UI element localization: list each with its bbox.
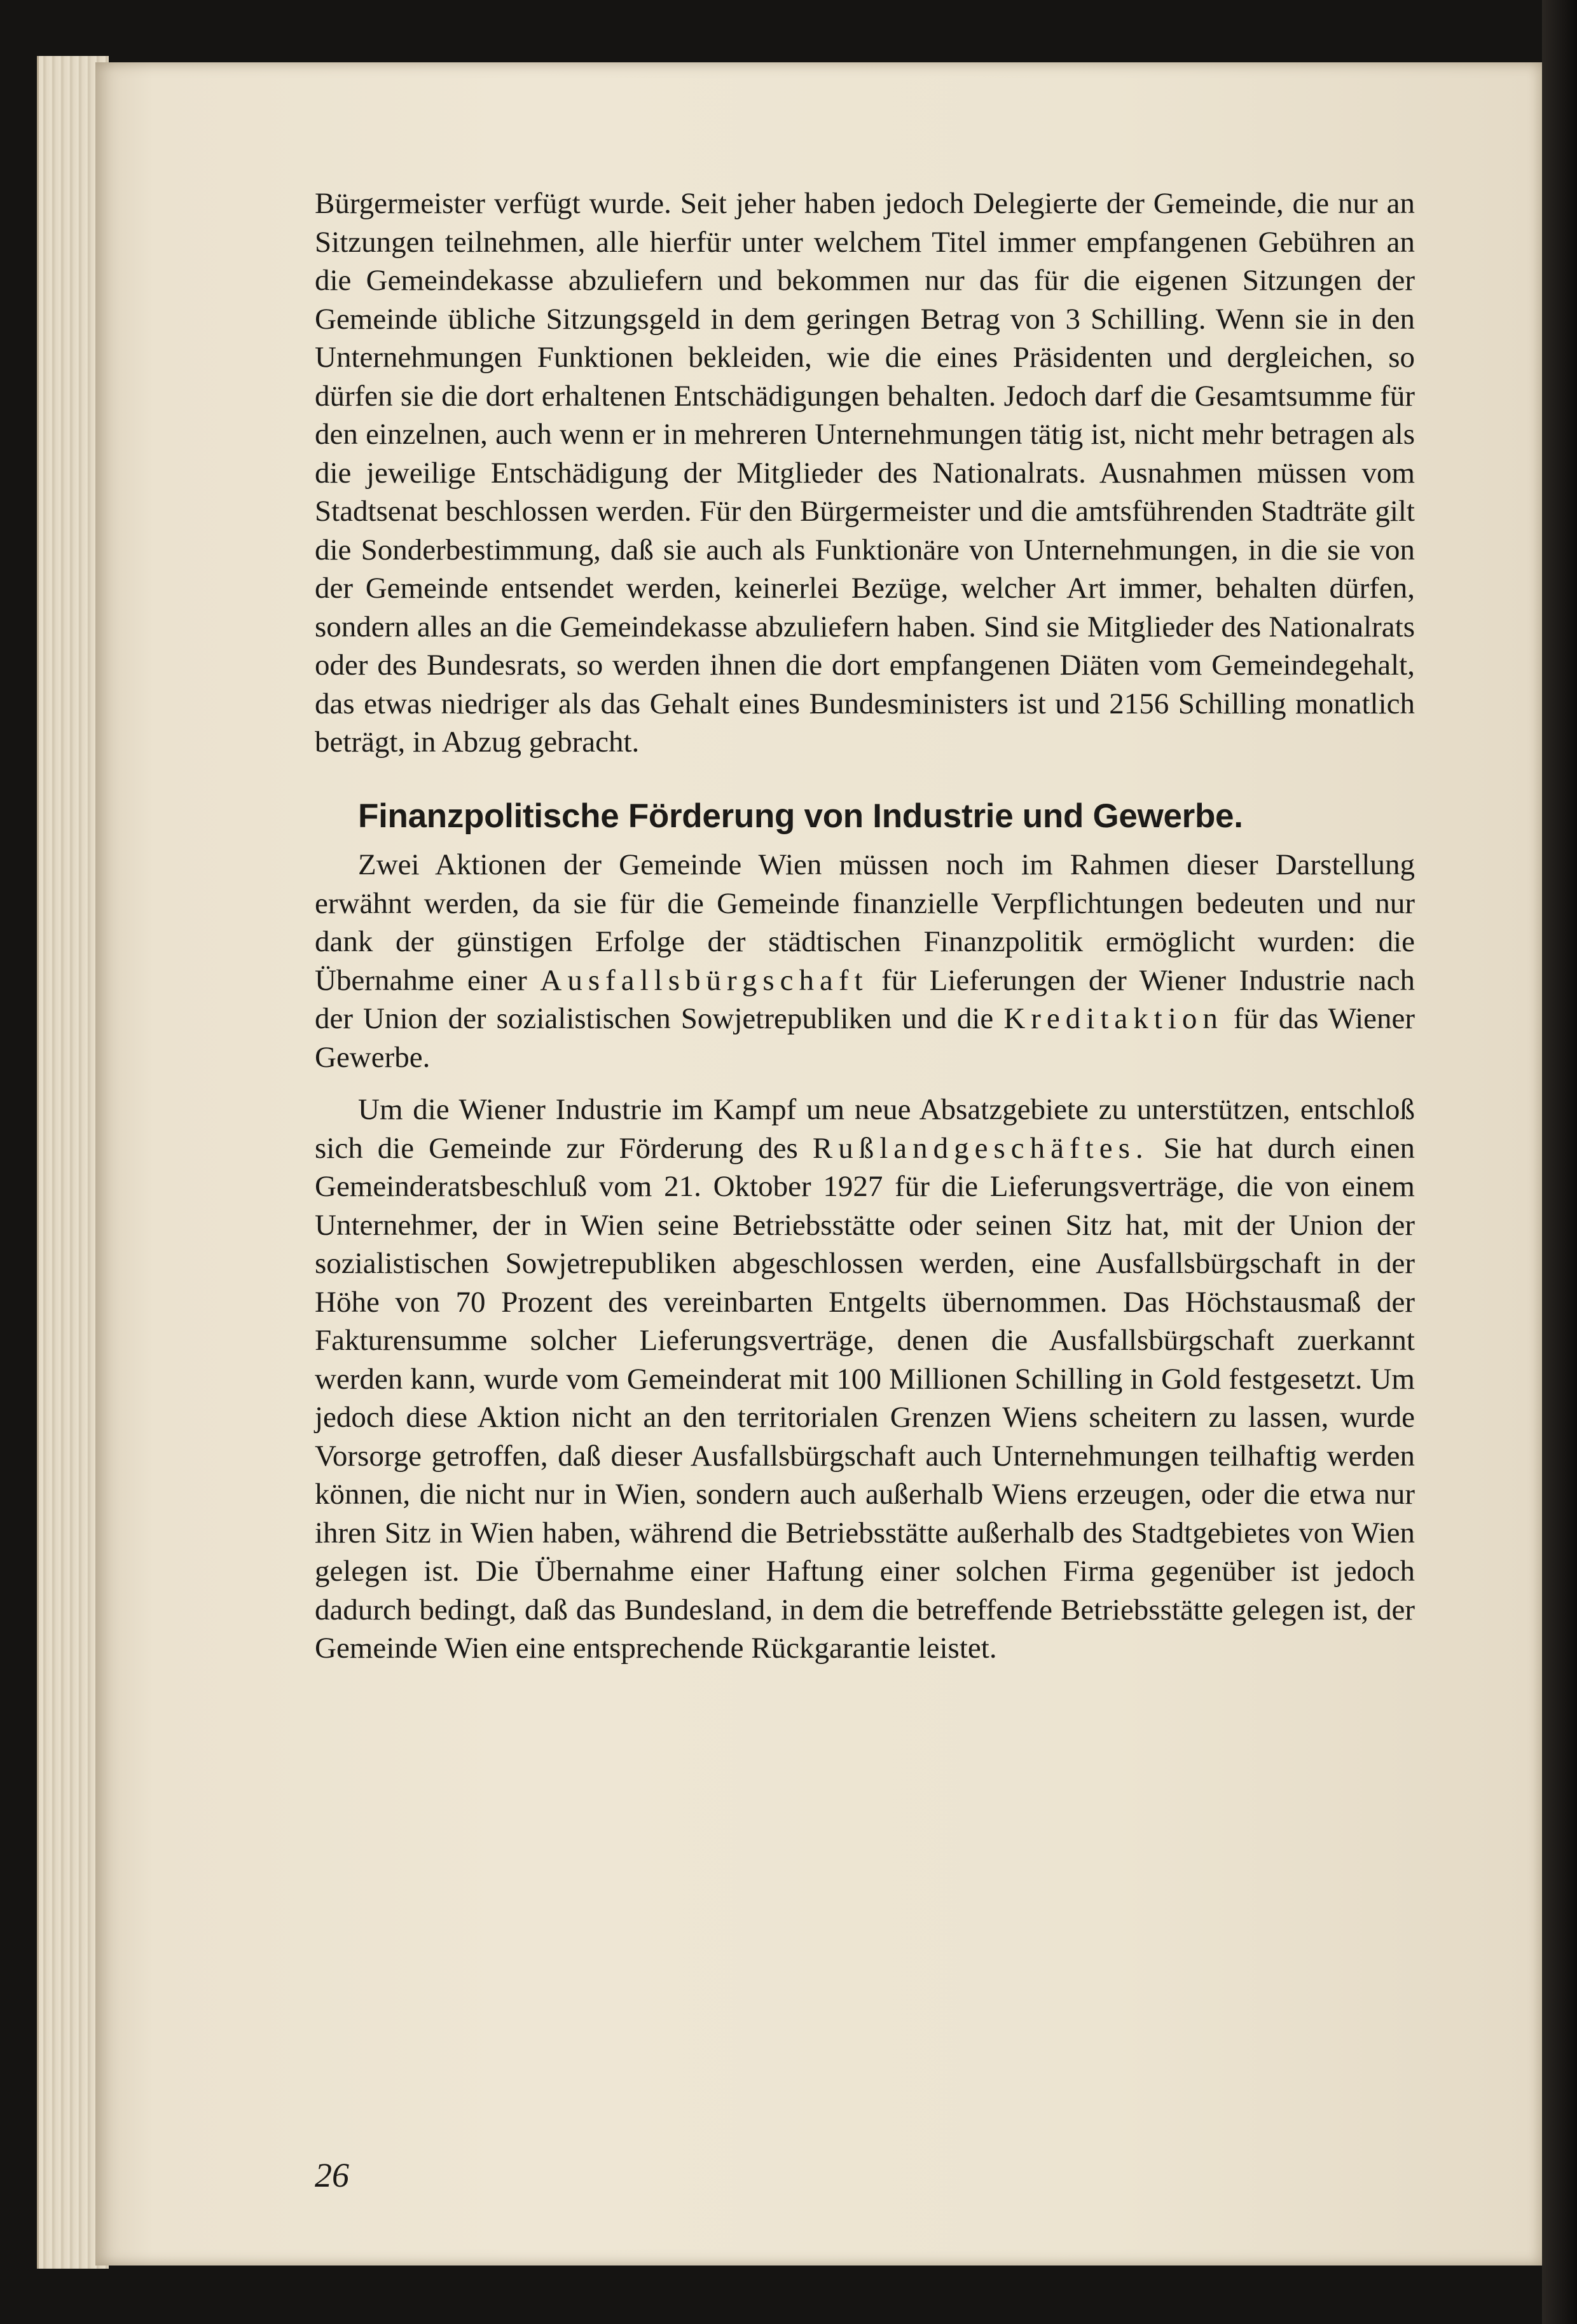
paragraph-text: Zwei Aktionen der Gemeinde Wien müssen noch im Rahmen dieser Darstellung erwähnt werden, da sie für die Gemeinde finanzielle Verpflichtungen bedeuten und nur dank der günstigen Erfolge der städtischen Finanzpolitik ermöglicht wurden: die Übernahme einer <box>315 848 1415 997</box>
paragraph-text: für Lieferungen der Wiener Industrie nach der Union der sozialistischen Sowjetrepubliken und die <box>315 963 1415 1035</box>
paragraph-text: für das Wiener Gewerbe. <box>315 1002 1415 1074</box>
section-heading: Finanzpolitische Förderung von Industrie und Gewerbe. <box>358 797 1243 835</box>
spaced-term-ausfallsbuergschaft: Ausfallsbürgschaft <box>540 963 869 997</box>
paragraph-text: Um die Wiener Industrie im Kampf um neue Absatzgebiete zu unterstützen, entschloß sich die Gemeinde zur Förderung des <box>315 1093 1415 1165</box>
paragraph-text: Sie hat durch einen Gemeinderatsbeschluß vom 21. Oktober 1927 für die Lieferungsverträge, die von einem Unternehmer, der in Wien seine Betriebsstätte oder seinen Sitz hat, mit der Union der sozialistischen Sowjetrepubliken abgeschlossen werden, eine Ausfallsbürgschaft in der Höhe von 70 Prozent des vereinbarten Entgelts übernommen. Das Höchstausmaß der Fakturensumme solcher Lieferungsverträge, denen die Ausfallsbürgschaft zuerkannt werden kann, wurde vom Gemeinderat mit 100 Millionen Schilling in Gold festgesetzt. Um jedoch diese Aktion nicht an den territorialen Grenzen Wiens scheitern zu lassen, wurde Vorsorge getroffen, daß dieser Ausfallsbürgschaft auch Unternehmungen teilhaftig werden können, die nicht nur in Wien, sondern auch außerhalb Wiens erzeugen, oder die etwa nur ihren Sitz in Wien haben, während die Betriebsstätte außerhalb des Stadtgebietes von Wien gelegen ist. Die Übernahme einer Haftung einer solchen Firma gegenüber ist jedoch dadurch bedingt, daß das Bundesland, in dem die betreffende Betriebsstätte gelegen ist, der Gemeinde Wien eine entsprechende Rückgarantie leistet. <box>315 1131 1415 1665</box>
page-text-block <box>315 184 1415 1668</box>
paragraph-aktionen <box>315 846 1415 1076</box>
spaced-term-kreditaktion: Kreditaktion <box>1003 1002 1223 1035</box>
spaced-term-russlandgeschaeft: Rußlandgeschäftes. <box>812 1131 1149 1165</box>
page-number: 26 <box>315 2156 349 2194</box>
paragraph-continuation: Bürgermeister verfügt wurde. Seit jeher haben jedoch Delegierte der Gemeinde, die nur an Sitzungen teilnehmen, alle hierfür unter welchem Titel immer empfangenen Gebühren an die Gemeindekasse abzuliefern und bekommen nur das für die eigenen Sitzungen der Gemeinde übliche Sitzungsgeld in dem geringen Betrag von 3 Schilling. Wenn sie in den Unternehmungen Funktionen bekleiden, wie die eines Präsidenten und dergleichen, so dürfen sie die dort erhaltenen Entschädigungen behalten. Jedoch darf die Gesamtsumme für den einzelnen, auch wenn er in mehreren Unternehmungen tätig ist, nicht mehr betragen als die jeweilige Entschädigung der Mitglieder des Nationalrats. Ausnahmen müssen vom Stadtsenat beschlossen werden. Für den Bürgermeister und die amtsführenden Stadträte gilt die Sonderbestimmung, daß sie auch als Funktionäre von Unternehmungen, in die sie von der Gemeinde entsendet werden, keinerlei Bezüge, welcher Art immer, behalten dürfen, sondern alles an die Gemeindekasse abzuliefern haben. Sind sie Mitglieder des Nationalrats oder des Bundesrats, so werden ihnen die dort empfangenen Diäten vom Gemeindegehalt, das etwas niedriger als das Gehalt eines Bundesministers ist und 2156 Schilling monatlich beträgt, in Abzug gebracht. <box>315 187 1415 759</box>
dark-background-edge <box>1542 0 1577 2324</box>
paragraph-russlandgeschaeft <box>315 1090 1415 1668</box>
